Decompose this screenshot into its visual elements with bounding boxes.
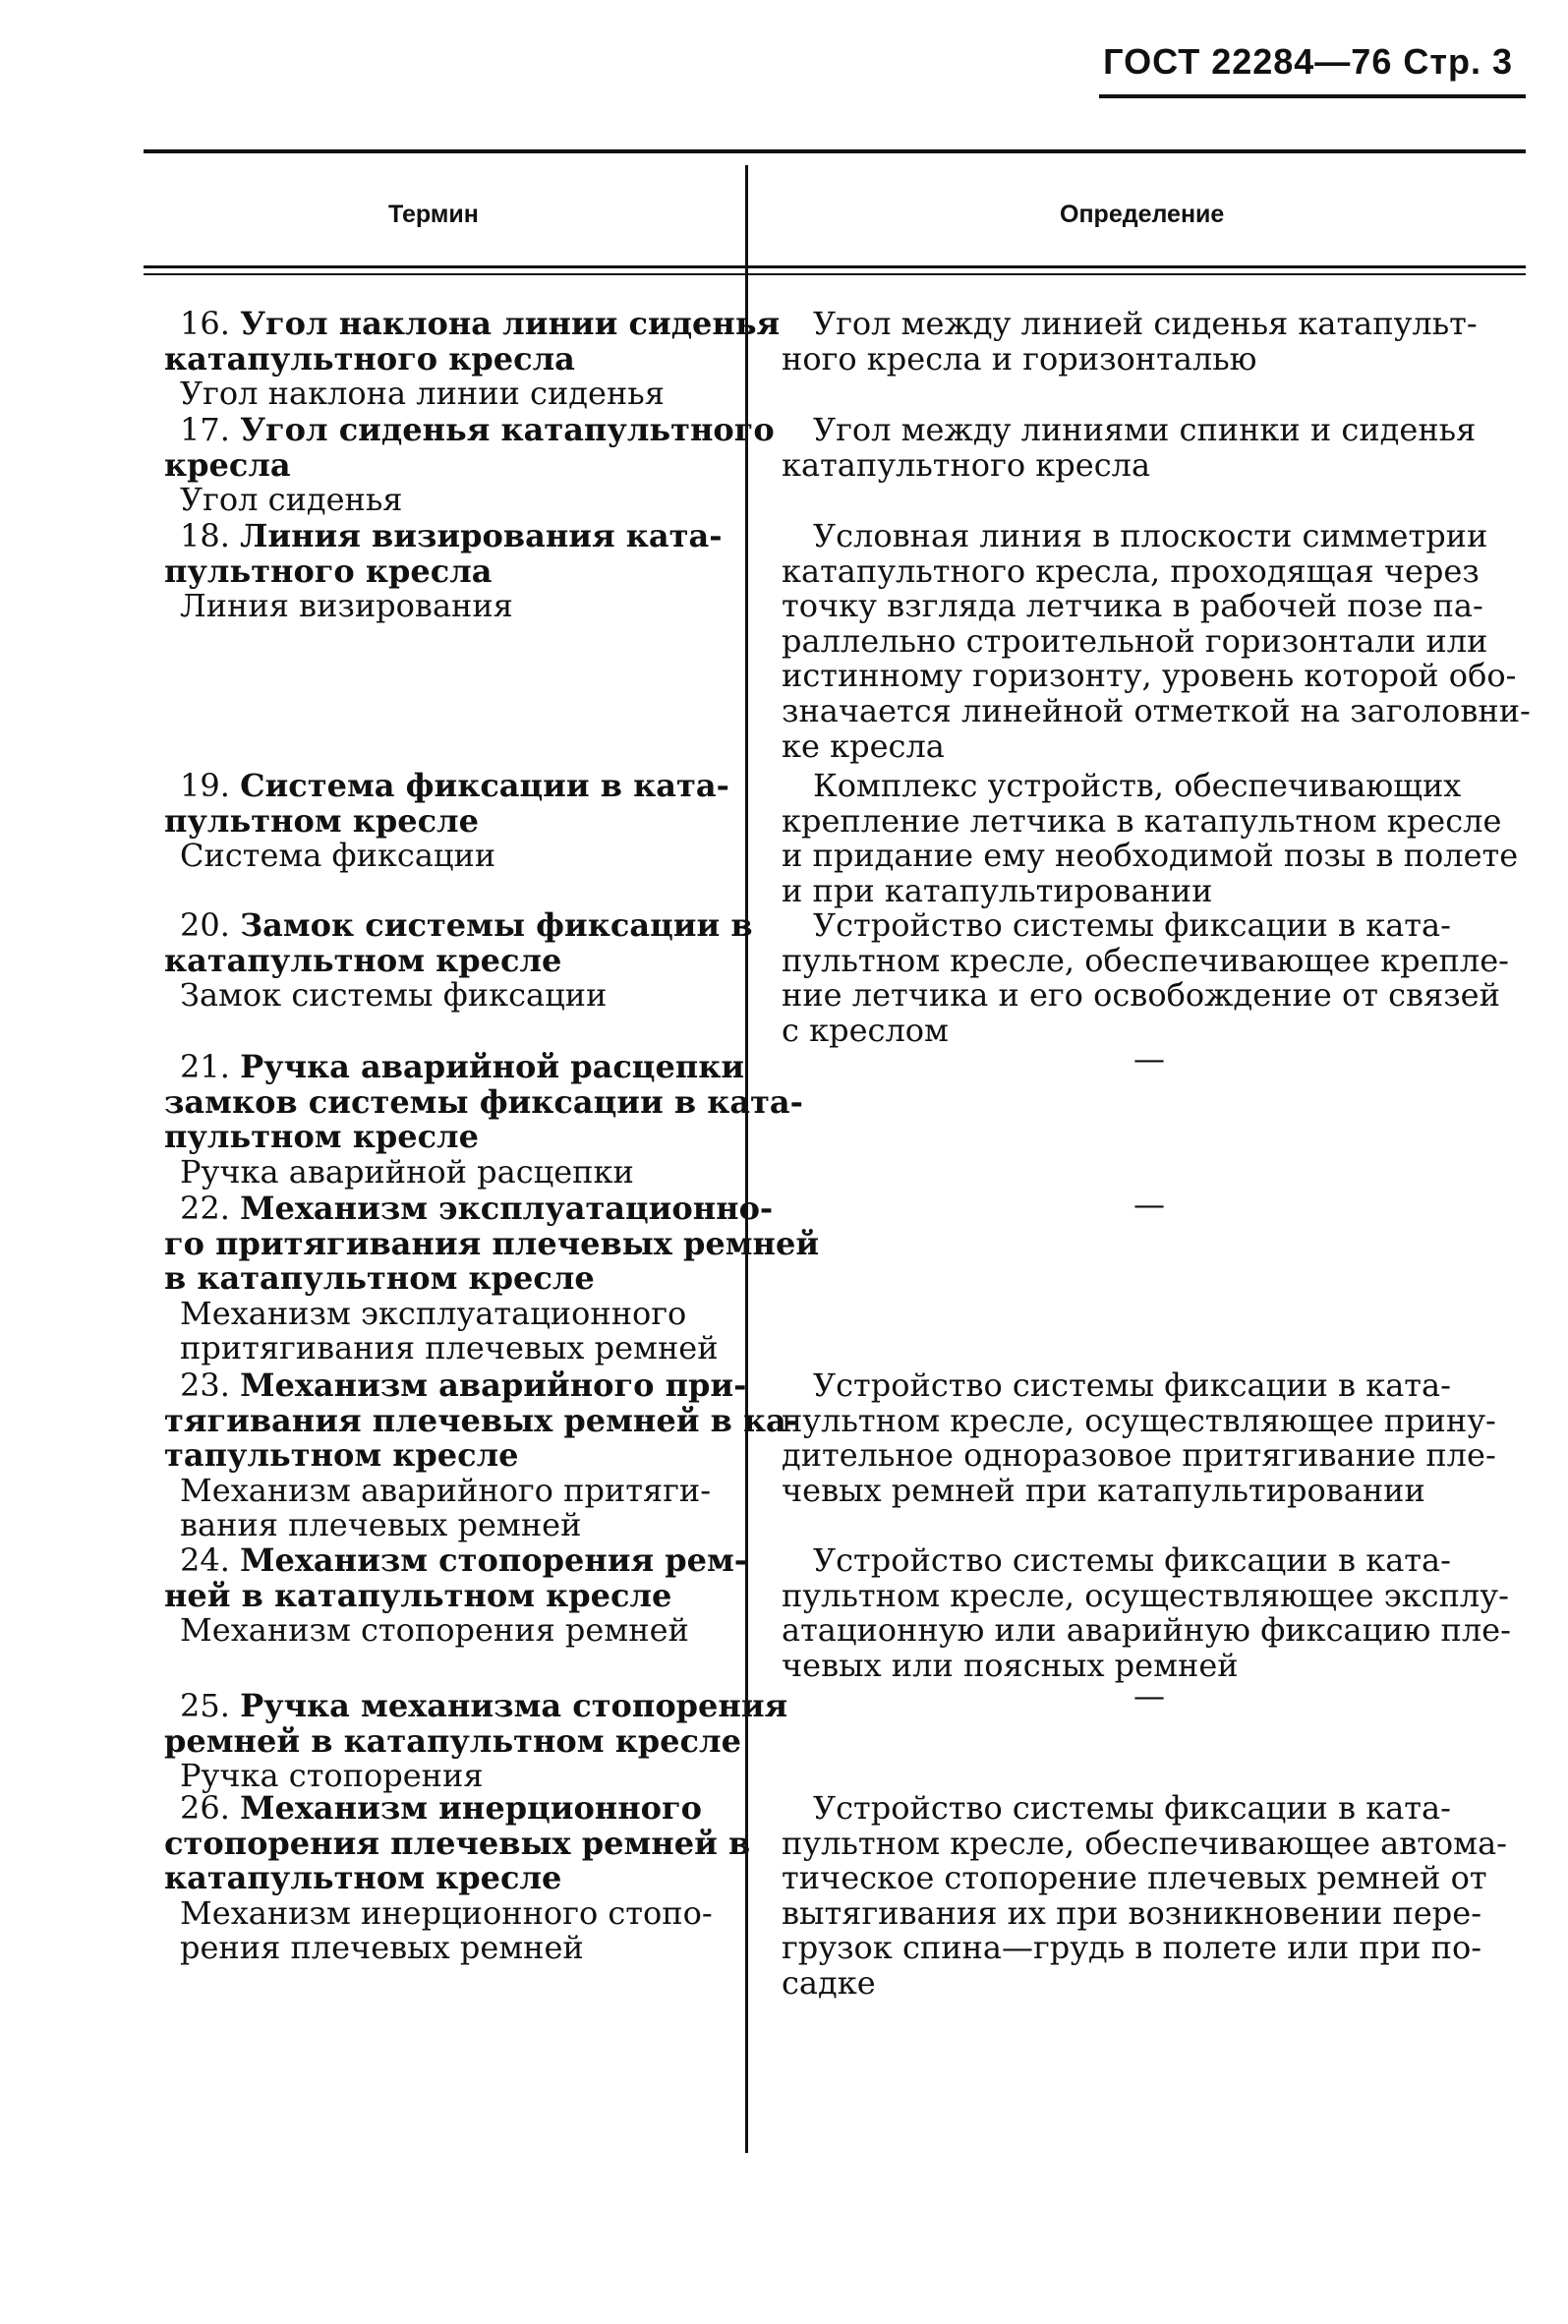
term-short-name: притягивания плечевых ремней [180, 1329, 719, 1367]
term-line [164, 941, 723, 979]
definition-line: атационную или аварийную фиксацию пле- [782, 1611, 1511, 1650]
term-title: ней в катапультном кресле [164, 1576, 672, 1614]
definition-line: дительное одноразовое притягивание пле- [782, 1436, 1496, 1475]
definition-line: чевых или поясных ремней [782, 1646, 1239, 1684]
term-number: 25. [180, 1687, 241, 1724]
term-line [172, 906, 753, 944]
term-line [164, 1576, 723, 1614]
term-line [172, 305, 781, 342]
term-short-name: Система фиксации [180, 837, 496, 875]
definition-cell [782, 307, 1524, 377]
term-short-name: Замок системы фиксации [180, 976, 608, 1015]
term-number: 21. [180, 1048, 241, 1085]
page-header: ГОСТ 22284—76 Стр. 3 [1103, 41, 1513, 82]
term-title: Ручка аварийной расцепки [240, 1048, 745, 1085]
term-title: го притягивания плечевых ремней [164, 1224, 820, 1262]
term-short-name: Механизм эксплуатационного [180, 1294, 687, 1332]
term-number: 26. [180, 1789, 241, 1827]
term-cell [164, 1366, 800, 1544]
term-cell [164, 1048, 803, 1191]
definition-line: пультном кресле, обеспечивающее автома- [782, 1824, 1507, 1862]
term-title: тапультном кресле [164, 1436, 519, 1475]
term-number: 18. [180, 517, 241, 554]
term-line [164, 1861, 723, 1896]
term-cell [164, 1687, 788, 1795]
definition-line: с креслом [782, 1011, 949, 1049]
term-line [172, 1190, 774, 1227]
term-cell [164, 517, 723, 625]
definition-line: Угол между линиями спинки и сиденья [813, 411, 1477, 448]
term-line [164, 1438, 723, 1474]
term-short-name: Ручка стопорения [180, 1757, 484, 1795]
term-short-name: Линия визирования [180, 587, 513, 625]
definition-line: садке [782, 1963, 876, 2002]
term-short-name: Угол сиденья [180, 481, 403, 519]
definition-line: Устройство системы фиксации в ката- [813, 1541, 1451, 1579]
term-title: пультном кресле [164, 1118, 479, 1156]
definition-line: пультном кресле, осуществляющее прину- [782, 1401, 1496, 1439]
term-short-name: Механизм стопорения ремней [180, 1611, 689, 1650]
term-title: замков системы фиксации в ката- [164, 1082, 803, 1121]
header-bottom-rule [144, 265, 1526, 268]
term-title: Механизм стопорения рем- [240, 1541, 748, 1579]
term-line [172, 1791, 723, 1827]
term-number: 20. [180, 906, 241, 944]
term-number: 24. [180, 1541, 241, 1579]
term-line [164, 1824, 751, 1862]
definition-line: истинному горизонту, уровень которой обо- [782, 657, 1517, 695]
term-line [172, 1366, 747, 1404]
term-line [164, 445, 723, 484]
definition-line: Угол между линией сиденья катапульт- [813, 305, 1478, 342]
term-short-name: рения плечевых ремней [180, 1929, 584, 1967]
definition-line: Устройство системы фиксации в ката- [813, 1789, 1451, 1827]
term-line [172, 1048, 745, 1085]
definition-line: ного кресла и горизонталью [782, 339, 1257, 378]
term-cell [164, 1190, 820, 1367]
term-number: 16. [180, 305, 241, 342]
definition-cell [782, 517, 1531, 765]
term-title: Ручка механизма стопорения [240, 1687, 788, 1724]
definition-line: точку взгляда летчика в рабочей позе па- [782, 587, 1483, 625]
term-title: пультного кресла [164, 552, 493, 590]
term-title: пультном кресле [164, 801, 479, 840]
term-line [164, 801, 723, 840]
term-cell [164, 1789, 751, 1967]
definition-line: значается линейной отметкой на заголовни- [782, 691, 1531, 729]
term-title: тягивания плечевых ремней в ка- [164, 1401, 800, 1439]
term-title: в катапультном кресле [164, 1259, 595, 1298]
definition-line: Комплекс устройств, обеспечивающих [813, 767, 1462, 804]
definition-line: крепление летчика в катапультном кресле [782, 801, 1502, 840]
definition-line: катапультного кресла [782, 445, 1151, 484]
term-line [164, 1120, 723, 1155]
term-line [172, 411, 775, 448]
definition-line: катапультного кресла, проходящая через [782, 552, 1480, 590]
term-line [164, 1082, 803, 1121]
term-line [172, 1687, 788, 1724]
term-title: Линия визирования ката- [240, 517, 723, 554]
term-cell [164, 1541, 748, 1650]
definition-dash: — [1133, 1040, 1165, 1077]
term-number: 22. [180, 1190, 241, 1227]
term-line [164, 1721, 741, 1760]
term-short-name: Ручка аварийной расцепки [180, 1152, 634, 1191]
definition-line: чевых ремней при катапультировании [782, 1471, 1425, 1509]
term-line [164, 1261, 723, 1297]
definition-line: пультном кресле, обеспечивающее крепле- [782, 941, 1509, 979]
term-number: 23. [180, 1366, 241, 1404]
definition-line: и придание ему необходимой позы в полете [782, 837, 1519, 875]
definition-line: вытягивания их при возникновении пере- [782, 1893, 1482, 1932]
term-cell [164, 411, 775, 519]
term-line [164, 339, 723, 378]
term-title: Угол наклона линии сиденья [240, 305, 781, 342]
definition-cell [782, 908, 1524, 1048]
term-title: катапультного кресла [164, 339, 575, 378]
definition-line: Устройство системы фиксации в ката- [813, 1366, 1451, 1404]
term-short-name: Угол наклона линии сиденья [180, 375, 665, 413]
definition-cell [782, 1543, 1524, 1683]
term-line [172, 767, 729, 804]
definition-dash: — [1133, 1186, 1165, 1223]
definition-line: ке кресла [782, 726, 945, 765]
term-title: Система фиксации в ката- [240, 767, 729, 804]
definition-cell [782, 769, 1524, 908]
term-title: кресла [164, 445, 291, 484]
term-short-name: Механизм аварийного притяги- [180, 1471, 712, 1509]
term-title: катапультном кресле [164, 1859, 562, 1897]
term-number: 17. [180, 411, 241, 448]
term-cell [164, 906, 753, 1015]
term-title: Замок системы фиксации в [240, 906, 753, 944]
term-number: 19. [180, 767, 241, 804]
term-title: Механизм эксплуатационно- [240, 1190, 774, 1227]
definition-line: тическое стопорение плечевых ремней от [782, 1859, 1487, 1897]
definition-line: Устройство системы фиксации в ката- [813, 906, 1451, 944]
term-short-name: Механизм инерционного стопо- [180, 1893, 713, 1932]
column-header-definition: Определение [1060, 201, 1225, 228]
term-cell [164, 305, 781, 413]
definition-line: и при катапультировании [782, 871, 1213, 909]
term-title: Механизм инерционного [240, 1789, 702, 1827]
definition-line: пультном кресле, осуществляющее эксплу- [782, 1576, 1509, 1614]
definition-cell [782, 413, 1524, 483]
definition-line: грузок спина—грудь в полете или при по- [782, 1929, 1482, 1967]
term-title: Механизм аварийного при- [240, 1366, 747, 1404]
term-title: стопорения плечевых ремней в [164, 1824, 751, 1862]
term-short-name: вания плечевых ремней [180, 1506, 582, 1544]
column-header-term: Термин [388, 201, 479, 228]
definition-cell [782, 1791, 1524, 2002]
definition-cell [782, 1368, 1524, 1508]
definition-dash: — [1133, 1677, 1165, 1714]
term-line [164, 1401, 800, 1439]
term-title: катапультном кресле [164, 941, 562, 979]
term-title: Угол сиденья катапультного [240, 411, 775, 448]
term-cell [164, 767, 729, 875]
term-line [172, 1541, 748, 1579]
table-top-rule [144, 149, 1526, 153]
definition-line: ние летчика и его освобождение от связей [782, 976, 1500, 1015]
term-line [164, 1224, 820, 1262]
definition-line: раллельно строительной горизонтали или [782, 621, 1488, 660]
header-bottom-rule-2 [144, 273, 1526, 275]
term-title: ремней в катапультном кресле [164, 1721, 741, 1760]
term-line [164, 554, 723, 590]
header-rule [1099, 94, 1526, 98]
definition-line: Условная линия в плоскости симметрии [813, 517, 1488, 554]
term-line [172, 519, 723, 554]
